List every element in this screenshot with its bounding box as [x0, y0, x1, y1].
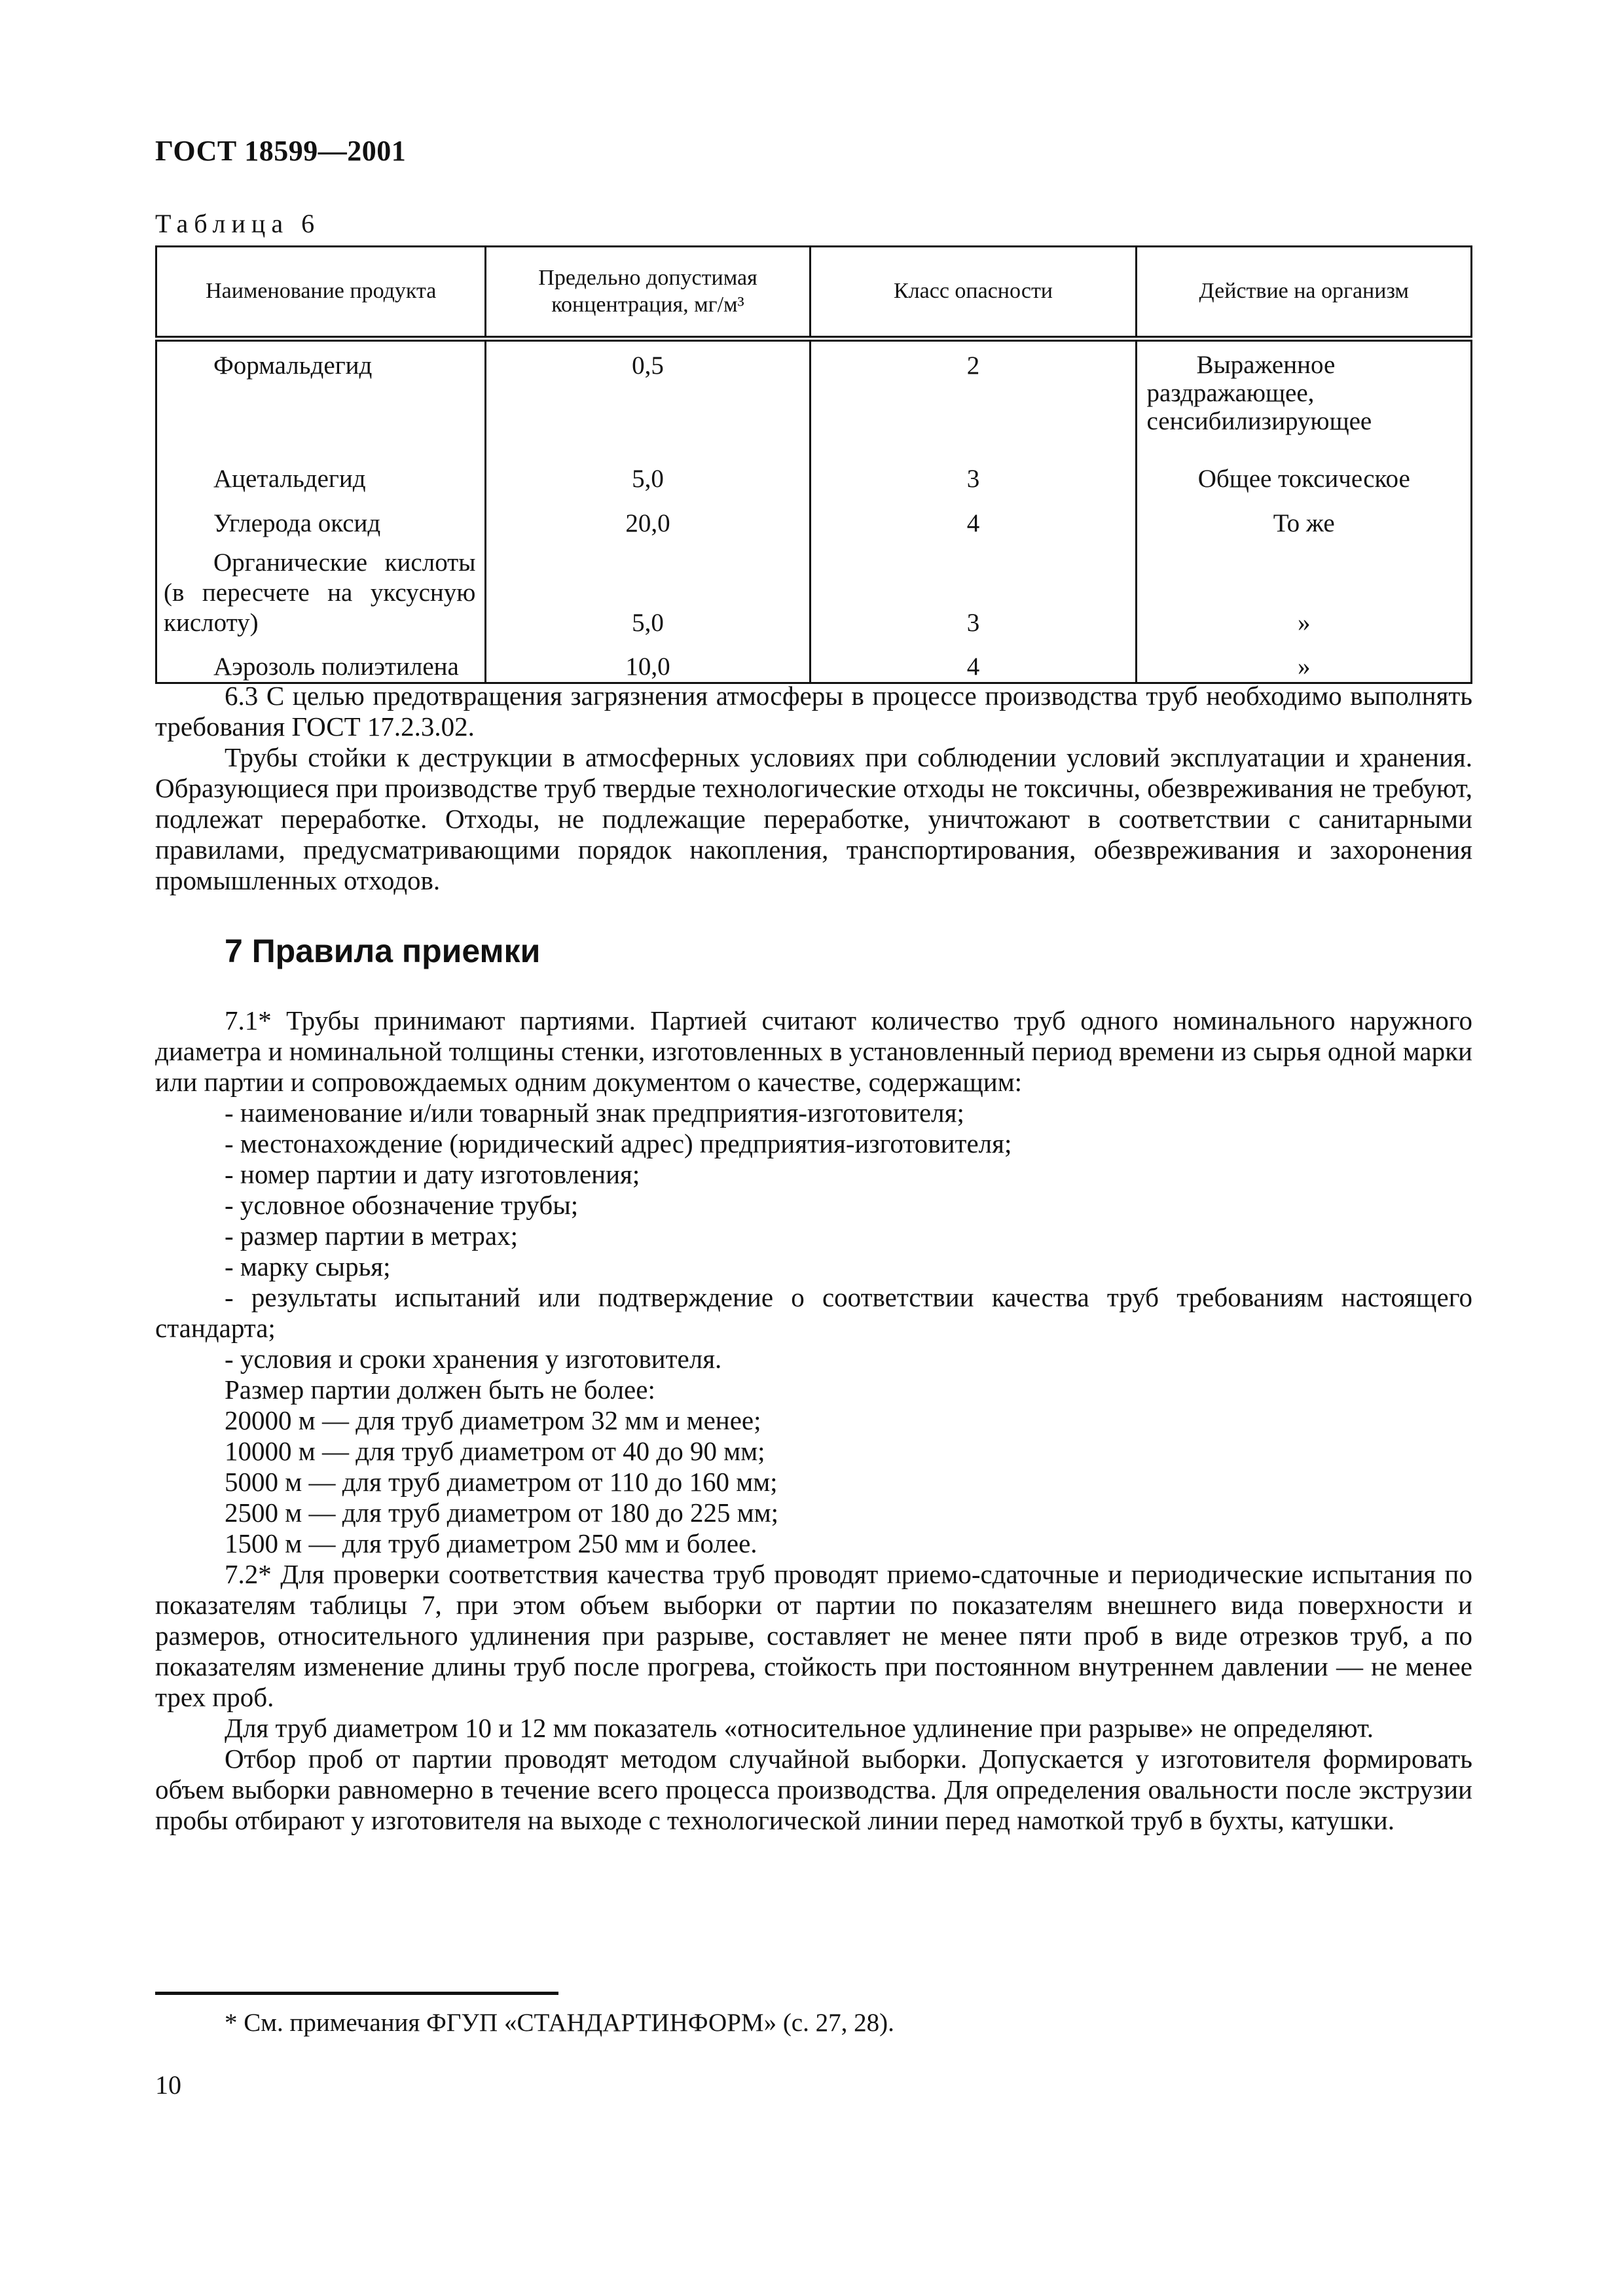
list-item: - марку сырья; [225, 1251, 391, 1282]
standard-header: ГОСТ 18599—2001 [155, 135, 407, 167]
table-row [156, 450, 1472, 495]
cell-product: Органические кислоты (в пересчете на уксусную кислоту) [164, 548, 476, 637]
section-7-text [155, 1005, 1472, 1836]
cell-product: Формальдегид [213, 351, 373, 380]
list-item: - местонахождение (юридический адрес) предприятия-изготовителя; [225, 1128, 1012, 1158]
col-header-effect: Действие на организм [1137, 247, 1472, 336]
col-header-product: Наименование продукта [156, 247, 486, 336]
paragraph-6-3: 6.3 С целью предотвращения загрязнения атмосферы в процессе производства труб необходимо выполнять требования ГОСТ 17.2.3.02. [155, 681, 1472, 742]
table-row [156, 539, 1472, 639]
cell-mac: 5,0 [486, 539, 810, 639]
section-7-title: 7 Правила приемки [225, 933, 541, 969]
footnote-divider [155, 1992, 558, 1995]
cell-hazard-class: 3 [810, 450, 1137, 495]
paragraph-waste: Трубы стойки к деструкции в атмосферных условиях при соблюдении условий эксплуатации и хранения. Образующиеся при производстве труб твердые технологические отходы не токсичны, обезвреживания не требуют, подлежат переработке. Отходы, не подлежащие переработке, уничтожают в соответствии с санитарными правилами, предусматривающими порядок накопления, транспортирования, обезвреживания и захоронения промышленных отходов. [155, 742, 1472, 895]
section-6-text [155, 681, 1472, 896]
table-row [156, 639, 1472, 683]
table-row [156, 495, 1472, 539]
cell-hazard-class: 4 [810, 639, 1137, 683]
cell-effect: Общее токсическое [1137, 450, 1472, 495]
paragraph-7-1: 7.1* Трубы принимают партиями. Партией считают количество труб одного номинального наружного диаметра и номинальной толщины стенки, изготовленных в установленный период времени из сырья одной марки или партии и сопровождаемых одним документом о качестве, содержащим: [155, 1005, 1472, 1097]
paragraph-7-2: 7.2* Для проверки соответствия качества труб проводят приемо-сдаточные и периодические испытания по показателям таблицы 7, при этом объем выборки от партии по показателям внешнего вида поверхности и размеров, относительного удлинения при разрыве, составляет не менее пяти проб в виде отрезков труб, а по показателям изменение длины труб после прогрева, стойкость при постоянном внутреннем давлении — не менее трех проб. [155, 1559, 1472, 1712]
batch-size-item: 1500 м — для труб диаметром 250 мм и более. [225, 1528, 757, 1558]
col-header-mac: Предельно допустимая концентрация, мг/м³ [486, 247, 810, 336]
batch-size-item: 2500 м — для труб диаметром от 180 до 225 мм; [225, 1498, 779, 1528]
cell-effect: » [1137, 639, 1472, 683]
cell-effect: » [1137, 539, 1472, 639]
table-row [156, 339, 1472, 450]
cell-mac: 5,0 [486, 450, 810, 495]
paragraph-sampling: Отбор проб от партии проводят методом случайной выборки. Допускается у изготовителя формировать объем выборки равномерно в течение всего процесса производства. Для определения овальности после экструзии пробы отбирают у изготовителя на выходе с технологической линии перед намоткой труб в бухты, катушки. [155, 1744, 1472, 1835]
cell-mac: 0,5 [486, 339, 810, 450]
cell-product: Углерода оксид [213, 509, 381, 538]
list-item: - наименование и/или товарный знак предприятия-изготовителя; [225, 1098, 964, 1128]
list-item: - условное обозначение трубы; [225, 1190, 579, 1220]
list-item: - условия и сроки хранения у изготовителя. [225, 1344, 722, 1374]
cell-effect: То же [1137, 495, 1472, 539]
paragraph-diameter: Для труб диаметром 10 и 12 мм показатель «относительное удлинение при разрыве» не определяют. [225, 1713, 1374, 1743]
batch-size-intro: Размер партии должен быть не более: [225, 1374, 655, 1405]
table-header-row [156, 247, 1472, 336]
cell-hazard-class: 4 [810, 495, 1137, 539]
cell-mac: 10,0 [486, 639, 810, 683]
cell-hazard-class: 3 [810, 539, 1137, 639]
page-number: 10 [155, 2070, 181, 2100]
batch-size-item: 20000 м — для труб диаметром 32 мм и менее; [225, 1405, 761, 1435]
table-caption: Таблица 6 [155, 209, 321, 238]
cell-product: Аэрозоль полиэтилена [213, 652, 459, 681]
table-6 [155, 245, 1472, 684]
cell-mac: 20,0 [486, 495, 810, 539]
batch-size-item: 10000 м — для труб диаметром от 40 до 90 мм; [225, 1436, 765, 1466]
batch-size-item: 5000 м — для труб диаметром от 110 до 160 мм; [225, 1467, 778, 1497]
cell-hazard-class: 2 [810, 339, 1137, 450]
list-item: - результаты испытаний или подтверждение о соответствии качества труб требованиям настоящего стандарта; [155, 1282, 1472, 1343]
list-item: - размер партии в метрах; [225, 1221, 519, 1251]
footnote: * См. примечания ФГУП «СТАНДАРТИНФОРМ» (с. 27, 28). [225, 2009, 894, 2037]
col-header-hazard-class: Класс опасности [810, 247, 1137, 336]
cell-effect: Выраженное раздражающее, сенсибилизирующее [1146, 351, 1372, 435]
list-item: - номер партии и дату изготовления; [225, 1159, 640, 1189]
cell-product: Ацетальдегид [213, 465, 366, 493]
